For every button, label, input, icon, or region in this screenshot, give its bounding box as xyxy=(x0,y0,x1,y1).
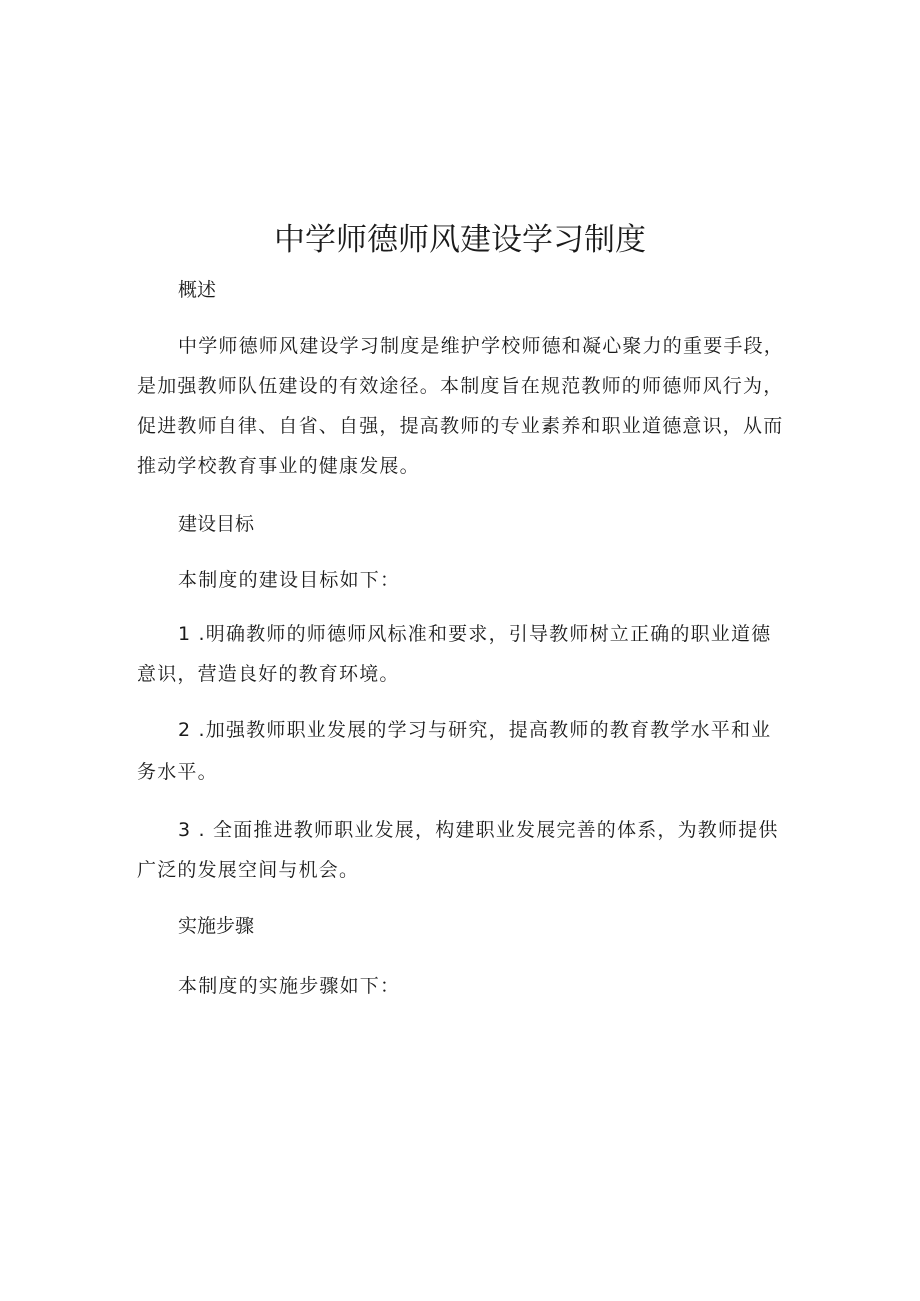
goal-item-line: 1 .明确教师的师德师风标准和要求，引导教师树立正确的职业道德 xyxy=(178,623,772,645)
goal-item-line: 务水平。 xyxy=(137,761,218,783)
section-heading-overview: 概述 xyxy=(178,279,217,301)
goal-item-line: 2 .加强教师职业发展的学习与研究，提高教师的教育教学水平和业 xyxy=(178,719,772,741)
goal-item-line: 3 . 全面推进教师职业发展，构建职业发展完善的体系，为教师提供 xyxy=(178,819,779,841)
overview-paragraph-line: 促进教师自律、自省、自强，提高教师的专业素养和职业道德意识，从而 xyxy=(137,415,784,437)
goal-item-line: 广泛的发展空间与机会。 xyxy=(137,859,360,881)
section-heading-steps: 实施步骤 xyxy=(178,915,255,937)
overview-paragraph-line: 推动学校教育事业的健康发展。 xyxy=(137,455,420,477)
goals-intro: 本制度的建设目标如下： xyxy=(178,569,401,591)
document-title: 中学师德师风建设学习制度 xyxy=(274,222,646,258)
overview-paragraph-line: 是加强教师队伍建设的有效途径。本制度旨在规范教师的师德师风行为， xyxy=(137,375,784,397)
section-heading-goals: 建设目标 xyxy=(178,513,255,535)
goal-item-line: 意识，营造良好的教育环境。 xyxy=(137,663,400,685)
overview-paragraph-line: 中学师德师风建设学习制度是维护学校师德和凝心聚力的重要手段， xyxy=(178,335,785,357)
steps-intro: 本制度的实施步骤如下： xyxy=(178,975,401,997)
